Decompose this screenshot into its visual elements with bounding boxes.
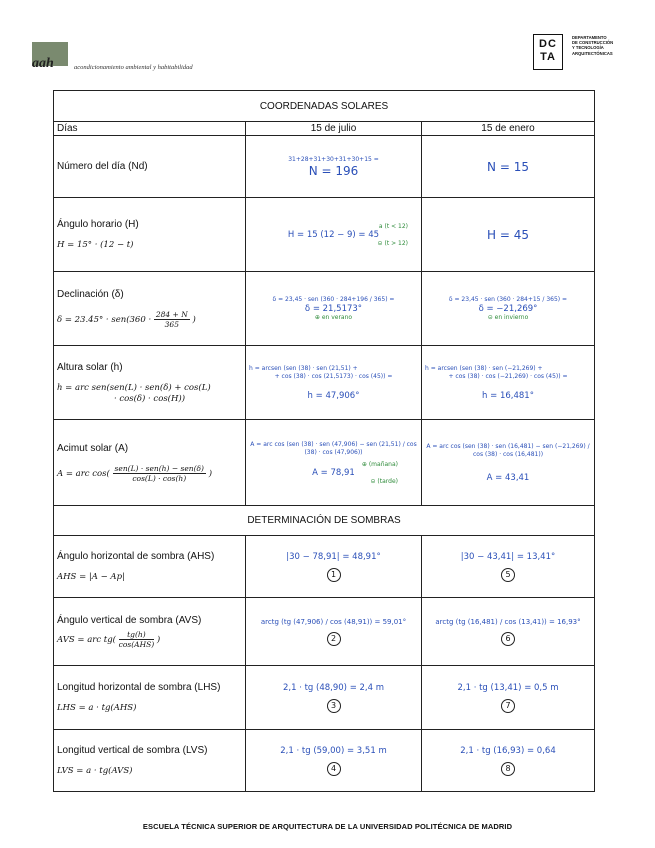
january-cell xyxy=(422,536,595,598)
row-label: Número del día (Nd) xyxy=(54,136,246,198)
circled-number: 4 xyxy=(327,762,341,776)
july-calc: A = arc cos (sen (38) · sen (47,906) − sen (21,51) / cos (38) · cos (47,906)) xyxy=(250,440,417,456)
july-value: h = 47,906° xyxy=(307,390,360,401)
row-label-cell xyxy=(54,536,246,598)
january-value: arctg (tg (16,481) / cos (13,41)) = 16,93° xyxy=(435,617,581,626)
july-cell xyxy=(246,272,422,346)
row-label-cell xyxy=(54,346,246,420)
july-cell xyxy=(246,730,422,792)
circled-number: 6 xyxy=(501,632,515,646)
row-label-cell xyxy=(54,272,246,346)
formula-fraction xyxy=(119,630,155,649)
formula-part: ) xyxy=(192,314,196,325)
january-cell xyxy=(422,198,595,272)
july-cell xyxy=(246,346,422,420)
row-label: Declinación (δ) xyxy=(57,288,124,300)
table-row-ahs xyxy=(54,536,595,598)
july-note: ⊕ en verano xyxy=(314,314,353,321)
row-formula: AHS = |A − Ap| xyxy=(57,572,125,582)
table-row-lvs xyxy=(54,730,595,792)
row-formula xyxy=(57,464,242,483)
department-name xyxy=(572,35,613,56)
january-value: δ = −21,269° xyxy=(478,304,538,314)
january-cell xyxy=(422,598,595,666)
january-value: |30 − 43,41| = 13,41° xyxy=(460,551,556,562)
fraction-denominator: cos(AHS) xyxy=(118,639,155,649)
row-formula xyxy=(57,310,242,329)
july-value: |30 − 78,91| = 48,91° xyxy=(286,551,381,562)
july-note: a (t < 12) xyxy=(378,222,408,230)
dept-line: DEPARTAMENTO xyxy=(572,35,607,40)
footer-institution: ESCUELA TÉCNICA SUPERIOR DE ARQUITECTURA DE LA UNIVERSIDAD POLITÉCNICA DE MADRID xyxy=(142,822,513,831)
row-formula: h = arc sen(sen(L) · sen(δ) + cos(L) xyxy=(57,382,211,393)
january-value: 2,1 · tg (16,93) = 0,64 xyxy=(460,745,556,756)
july-value: 2,1 · tg (59,00) = 3,51 m xyxy=(280,745,387,756)
january-value: H = 45 xyxy=(487,227,529,242)
fraction-numerator: 284 + N xyxy=(155,309,188,319)
july-note: ⊝ (tarde) xyxy=(370,477,398,485)
july-value: A = 78,91 xyxy=(312,467,355,478)
july-note: ⊝ (t > 12) xyxy=(377,239,408,247)
july-cell xyxy=(246,598,422,666)
january-cell xyxy=(422,420,595,506)
january-calc: δ = 23,45 · sen (360 · 284+15 / 365) = xyxy=(448,296,568,303)
table-row-day-number xyxy=(54,136,595,198)
table-row-lhs xyxy=(54,666,595,730)
formula-part: A = arc cos( xyxy=(57,468,110,479)
dept-line: DE CONSTRUCCIÓN xyxy=(572,40,614,46)
july-calc: + cos (38) · cos (21,5173) · cos (45)) = xyxy=(274,372,393,380)
fraction-denominator: cos(L) · cos(h) xyxy=(132,473,187,483)
row-label: Ángulo vertical de sombra (AVS) xyxy=(57,614,202,626)
logo-subtitle: acondicionamiento ambiental y habitabilidad xyxy=(74,64,193,71)
july-cell xyxy=(246,666,422,730)
row-formula: LHS = a · tg(AHS) xyxy=(57,703,137,713)
circled-number: 3 xyxy=(327,699,341,713)
circled-number: 2 xyxy=(327,632,341,646)
table-row-declination xyxy=(54,272,595,346)
july-cell xyxy=(246,536,422,598)
column-header-july: 15 de julio xyxy=(246,122,422,136)
july-value: H = 15 (12 − 9) = 45 xyxy=(287,229,380,240)
row-formula: LVS = a · tg(AVS) xyxy=(57,766,133,776)
table-row-hour-angle xyxy=(54,198,595,272)
row-label-cell xyxy=(54,420,246,506)
circled-number: 7 xyxy=(501,699,515,713)
january-cell xyxy=(422,136,595,198)
january-calc: A = arc cos (sen (38) · sen (16,481) − sen (−21,269) / cos (38) · cos (16,481)) xyxy=(426,442,590,458)
row-label: Ángulo horario (H) xyxy=(57,219,139,230)
row-formula xyxy=(57,630,242,649)
january-cell xyxy=(422,346,595,420)
row-label-cell xyxy=(54,598,246,666)
july-cell xyxy=(246,136,422,198)
july-value: arctg (tg (47,906) / cos (48,91)) = 59,01° xyxy=(260,617,407,626)
solar-coordinates-table xyxy=(53,90,595,792)
row-label: Ángulo horizontal de sombra (AHS) xyxy=(57,551,215,562)
row-label-cell xyxy=(54,730,246,792)
dept-line: ARQUITECTÓNICAS xyxy=(572,50,613,56)
july-value: δ = 21,5173° xyxy=(304,304,363,314)
formula-part: AVS = arc tg( xyxy=(57,634,116,645)
row-formula: H = 15° · (12 − t) xyxy=(57,240,134,250)
dcta-line1: DC xyxy=(539,38,557,50)
dept-line: Y TECNOLOGÍA xyxy=(572,45,604,51)
dcta-line2: TA xyxy=(540,51,556,63)
july-value: N = 196 xyxy=(308,163,359,178)
january-calc: + cos (38) · cos (−21,269) · cos (45)) = xyxy=(448,372,568,380)
section-title-shadows: DETERMINACIÓN DE SOMBRAS xyxy=(54,506,595,536)
circled-number: 5 xyxy=(501,568,515,582)
circled-number: 1 xyxy=(327,568,341,582)
january-cell xyxy=(422,666,595,730)
table-row-solar-altitude xyxy=(54,346,595,420)
logo-mark: aah xyxy=(32,56,54,71)
circled-number: 8 xyxy=(501,762,515,776)
row-label: Longitud vertical de sombra (LVS) xyxy=(57,745,208,756)
january-calc: h = arcsen (sen (38) · sen (−21,269) + xyxy=(425,364,543,372)
row-formula-cont: · cos(δ) · cos(H)) xyxy=(113,393,186,404)
january-value: h = 16,481° xyxy=(482,390,534,401)
formula-fraction xyxy=(154,310,190,329)
formula-part: ) xyxy=(208,468,213,479)
july-note: ⊕ (mañana) xyxy=(361,460,398,468)
fraction-denominator: 365 xyxy=(164,319,179,329)
dcta-logo xyxy=(533,34,563,70)
row-label-cell xyxy=(54,198,246,272)
column-header-days: Días xyxy=(54,122,246,136)
fraction-numerator: tg(h) xyxy=(119,630,155,640)
july-calc: h = arcsen (sen (38) · sen (21,51) + xyxy=(249,364,358,372)
january-value: A = 43,41 xyxy=(486,472,530,483)
january-value: 2,1 · tg (13,41) = 0,5 m xyxy=(457,682,559,693)
july-value: 2,1 · tg (48,90) = 2,4 m xyxy=(282,682,385,693)
formula-part: ) xyxy=(156,634,161,645)
formula-part: δ = 23.45° · sen(360 · xyxy=(57,314,152,325)
fraction-numerator: sen(L) · sen(h) − sen(δ) xyxy=(114,463,204,473)
row-label: Acimut solar (A) xyxy=(57,442,129,454)
table-title: COORDENADAS SOLARES xyxy=(54,91,595,122)
july-cell xyxy=(246,420,422,506)
january-note: ⊝ en invierno xyxy=(487,314,529,321)
table-row-solar-azimuth xyxy=(54,420,595,506)
january-value: N = 15 xyxy=(487,159,529,174)
january-cell xyxy=(422,730,595,792)
row-label: Longitud horizontal de sombra (LHS) xyxy=(57,682,221,693)
formula-fraction xyxy=(113,464,206,483)
july-calc: 31+28+31+30+31+30+15 = xyxy=(288,155,379,163)
column-header-january: 15 de enero xyxy=(422,122,595,136)
january-cell xyxy=(422,272,595,346)
july-cell xyxy=(246,198,422,272)
row-label-cell xyxy=(54,666,246,730)
table-row-avs xyxy=(54,598,595,666)
row-label: Altura solar (h) xyxy=(57,361,123,373)
july-calc: δ = 23,45 · sen (360 · 284+196 / 365) = xyxy=(272,296,395,303)
